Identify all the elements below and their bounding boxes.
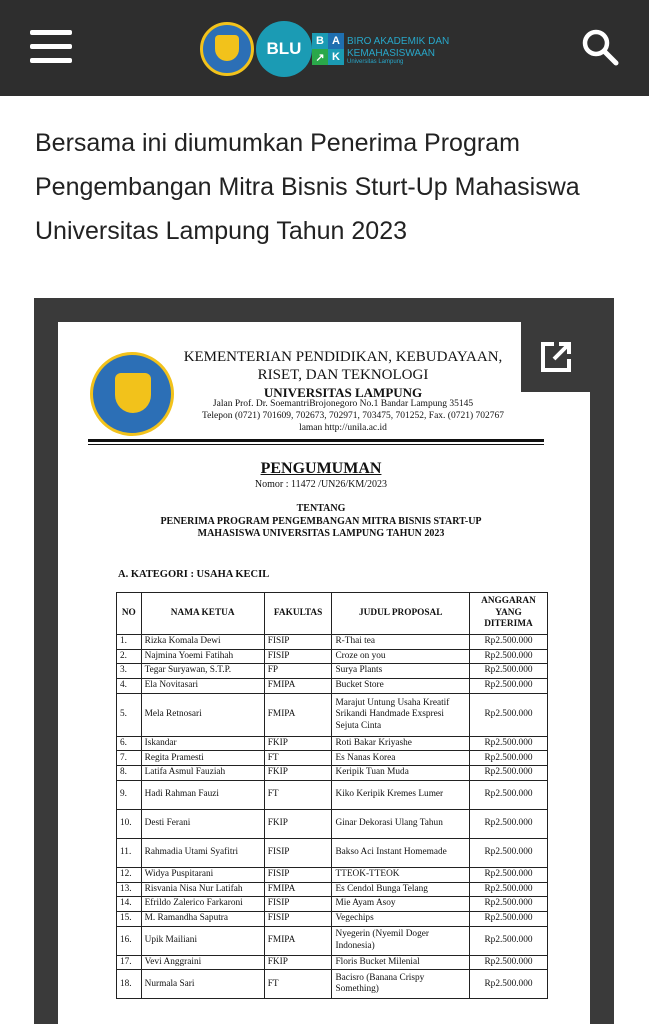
cell-no: 14. <box>117 897 142 912</box>
recipients-table <box>116 592 548 999</box>
cell-anggaran: Rp2.500.000 <box>469 766 547 781</box>
cell-fakultas: FMIPA <box>264 926 332 955</box>
col-judul: JUDUL PROPOSAL <box>332 593 470 635</box>
cell-nama: Rizka Komala Dewi <box>141 635 264 650</box>
cell-judul: Es Cendol Bunga Telang <box>332 882 470 897</box>
cell-anggaran: Rp2.500.000 <box>469 664 547 679</box>
kop-divider-thin <box>88 444 544 445</box>
cell-fakultas: FKIP <box>264 766 332 781</box>
document-number: Nomor : 11472 /UN26/KM/2023 <box>254 479 388 490</box>
cell-anggaran: Rp2.500.000 <box>469 838 547 867</box>
cell-nama: Vevi Anggraini <box>141 955 264 970</box>
cell-judul: Keripik Tuan Muda <box>332 766 470 781</box>
cell-nama: Rahmadia Utami Syafitri <box>141 838 264 867</box>
cell-anggaran: Rp2.500.000 <box>469 911 547 926</box>
cell-judul: Mie Ayam Asoy <box>332 897 470 912</box>
cell-judul: Es Nanas Korea <box>332 751 470 766</box>
cell-fakultas: FP <box>264 664 332 679</box>
cell-no: 9. <box>117 780 142 809</box>
cell-no: 2. <box>117 649 142 664</box>
unila-logo[interactable] <box>200 22 254 76</box>
cell-anggaran: Rp2.500.000 <box>469 926 547 955</box>
cell-judul: R-Thai tea <box>332 635 470 650</box>
cell-fakultas: FISIP <box>264 897 332 912</box>
cell-judul: Marajut Untung Usaha Kreatif Srikandi Handmade Exspresi Sejuta Cinta <box>332 693 470 736</box>
col-fakultas: FAKULTAS <box>264 593 332 635</box>
cell-no: 13. <box>117 882 142 897</box>
kop-website: laman http://unila.ac.id <box>299 423 387 433</box>
col-anggaran: ANGGARAN YANG DITERIMA <box>469 593 547 635</box>
category-heading: A. KATEGORI : USAHA KECIL <box>118 569 270 580</box>
table-header-row <box>117 593 548 635</box>
cell-anggaran: Rp2.500.000 <box>469 867 547 882</box>
cell-nama: Upik Mailiani <box>141 926 264 955</box>
announcement-intro: Bersama ini diumumkan Penerima Program Pengembangan Mitra Bisnis Sturt-Up Mahasiswa Universitas Lampung Tahun 2023 <box>35 129 580 245</box>
cell-fakultas: FISIP <box>264 649 332 664</box>
cell-anggaran: Rp2.500.000 <box>469 679 547 694</box>
cell-anggaran: Rp2.500.000 <box>469 780 547 809</box>
cell-anggaran: Rp2.500.000 <box>469 649 547 664</box>
cell-anggaran: Rp2.500.000 <box>469 882 547 897</box>
bak-logo-title: BIRO AKADEMIK DAN KEMAHASISWAAN <box>347 36 450 59</box>
cell-nama: Efrildo Zalerico Farkaroni <box>141 897 264 912</box>
cell-fakultas: FMIPA <box>264 693 332 736</box>
cell-fakultas: FISIP <box>264 838 332 867</box>
top-app-bar <box>0 0 649 96</box>
cell-fakultas: FT <box>264 780 332 809</box>
bak-letter: A <box>328 33 344 49</box>
cell-nama: Risvania Nisa Nur Latifah <box>141 882 264 897</box>
table-row <box>117 955 548 970</box>
cell-no: 6. <box>117 736 142 751</box>
bak-logo-mark[interactable] <box>312 33 344 65</box>
cell-fakultas: FT <box>264 970 332 999</box>
cell-nama: Widya Puspitarani <box>141 867 264 882</box>
table-row <box>117 897 548 912</box>
cell-judul: Vegechips <box>332 911 470 926</box>
table-row <box>117 679 548 694</box>
menu-line <box>30 30 72 35</box>
cell-judul: Ginar Dekorasi Ulang Tahun <box>332 809 470 838</box>
col-nama: NAMA KETUA <box>141 593 264 635</box>
table-row <box>117 911 548 926</box>
cell-no: 3. <box>117 664 142 679</box>
cell-nama: Nurmala Sari <box>141 970 264 999</box>
cell-fakultas: FT <box>264 751 332 766</box>
cell-no: 15. <box>117 911 142 926</box>
cell-nama: Hadi Rahman Fauzi <box>141 780 264 809</box>
cell-judul: TTEOK-TTEOK <box>332 867 470 882</box>
blu-logo[interactable] <box>256 21 312 77</box>
cell-fakultas: FKIP <box>264 736 332 751</box>
cell-no: 18. <box>117 970 142 999</box>
cell-no: 16. <box>117 926 142 955</box>
table-row <box>117 970 548 999</box>
table-row <box>117 736 548 751</box>
cell-no: 10. <box>117 809 142 838</box>
bak-letter: K <box>328 49 344 65</box>
cell-fakultas: FISIP <box>264 867 332 882</box>
search-icon[interactable] <box>580 27 620 67</box>
document-title: PENGUMUMAN <box>260 460 382 477</box>
table-row <box>117 766 548 781</box>
table-row <box>117 635 548 650</box>
cell-fakultas: FMIPA <box>264 882 332 897</box>
document-title-wrap <box>58 460 584 478</box>
cell-anggaran: Rp2.500.000 <box>469 751 547 766</box>
cell-no: 4. <box>117 679 142 694</box>
table-row <box>117 780 548 809</box>
cell-judul: Roti Bakar Kriyashe <box>332 736 470 751</box>
university-seal-icon <box>90 352 174 436</box>
cell-fakultas: FKIP <box>264 809 332 838</box>
cell-fakultas: FISIP <box>264 911 332 926</box>
menu-line <box>30 58 72 63</box>
cell-judul: Kiko Keripik Kremes Lumer <box>332 780 470 809</box>
cell-anggaran: Rp2.500.000 <box>469 736 547 751</box>
col-no: NO <box>117 593 142 635</box>
table-row <box>117 926 548 955</box>
menu-line <box>30 44 72 49</box>
bak-letter: ↗ <box>312 49 328 65</box>
table-row <box>117 809 548 838</box>
cell-judul: Nyegerin (Nyemil Doger Indonesia) <box>332 926 470 955</box>
cell-anggaran: Rp2.500.000 <box>469 809 547 838</box>
cell-no: 12. <box>117 867 142 882</box>
table-row <box>117 649 548 664</box>
cell-nama: Mela Retnosari <box>141 693 264 736</box>
announcement-document <box>58 322 590 1024</box>
cell-anggaran: Rp2.500.000 <box>469 970 547 999</box>
open-external-icon[interactable] <box>521 322 591 392</box>
table-row <box>117 838 548 867</box>
cell-judul: Bakso Aci Instant Homemade <box>332 838 470 867</box>
cell-no: 1. <box>117 635 142 650</box>
table-row <box>117 882 548 897</box>
cell-nama: Latifa Asmul Fauziah <box>141 766 264 781</box>
hamburger-menu-icon[interactable] <box>30 30 72 64</box>
cell-nama: Ela Novitasari <box>141 679 264 694</box>
table-row <box>117 693 548 736</box>
cell-nama: M. Ramandha Saputra <box>141 911 264 926</box>
cell-anggaran: Rp2.500.000 <box>469 955 547 970</box>
bak-logo-subtitle: Universitas Lampung <box>347 59 404 65</box>
cell-fakultas: FISIP <box>264 635 332 650</box>
kop-line-1: KEMENTERIAN PENDIDIKAN, KEBUDAYAAN, <box>183 349 503 365</box>
kop-phone: Telepon (0721) 701609, 702673, 702971, 703475, 701252, Fax. (0721) 702767 <box>202 411 504 421</box>
document-about-label: TENTANG <box>296 503 346 514</box>
cell-no: 5. <box>117 693 142 736</box>
kop-divider <box>88 439 544 442</box>
cell-judul: Surya Plants <box>332 664 470 679</box>
document-subject-2: MAHASISWA UNIVERSITAS LAMPUNG TAHUN 2023 <box>197 528 445 539</box>
table-row <box>117 867 548 882</box>
cell-anggaran: Rp2.500.000 <box>469 897 547 912</box>
blu-logo-text: BLU <box>266 39 302 58</box>
cell-anggaran: Rp2.500.000 <box>469 635 547 650</box>
table-row <box>117 751 548 766</box>
cell-no: 8. <box>117 766 142 781</box>
cell-fakultas: FMIPA <box>264 679 332 694</box>
bak-letter: B <box>312 33 328 49</box>
kop-university: UNIVERSITAS LAMPUNG <box>263 385 423 400</box>
cell-judul: Floris Bucket Milenial <box>332 955 470 970</box>
cell-fakultas: FKIP <box>264 955 332 970</box>
cell-judul: Croze on you <box>332 649 470 664</box>
cell-nama: Desti Ferani <box>141 809 264 838</box>
kop-address: Jalan Prof. Dr. SoemantriBrojonegoro No.1 Bandar Lampung 35145 <box>212 399 474 409</box>
cell-judul: Bucket Store <box>332 679 470 694</box>
cell-nama: Regita Pramesti <box>141 751 264 766</box>
cell-nama: Iskandar <box>141 736 264 751</box>
cell-judul: Bacisro (Banana Crispy Something) <box>332 970 470 999</box>
cell-anggaran: Rp2.500.000 <box>469 693 547 736</box>
cell-no: 7. <box>117 751 142 766</box>
document-subject-1: PENERIMA PROGRAM PENGEMBANGAN MITRA BISNIS START-UP <box>160 516 482 527</box>
kop-line-2: RISET, DAN TEKNOLOGI <box>257 367 429 383</box>
cell-nama: Najmina Yoemi Fatihah <box>141 649 264 664</box>
table-row <box>117 664 548 679</box>
cell-no: 11. <box>117 838 142 867</box>
cell-no: 17. <box>117 955 142 970</box>
cell-nama: Tegar Suryawan, S.T.P. <box>141 664 264 679</box>
